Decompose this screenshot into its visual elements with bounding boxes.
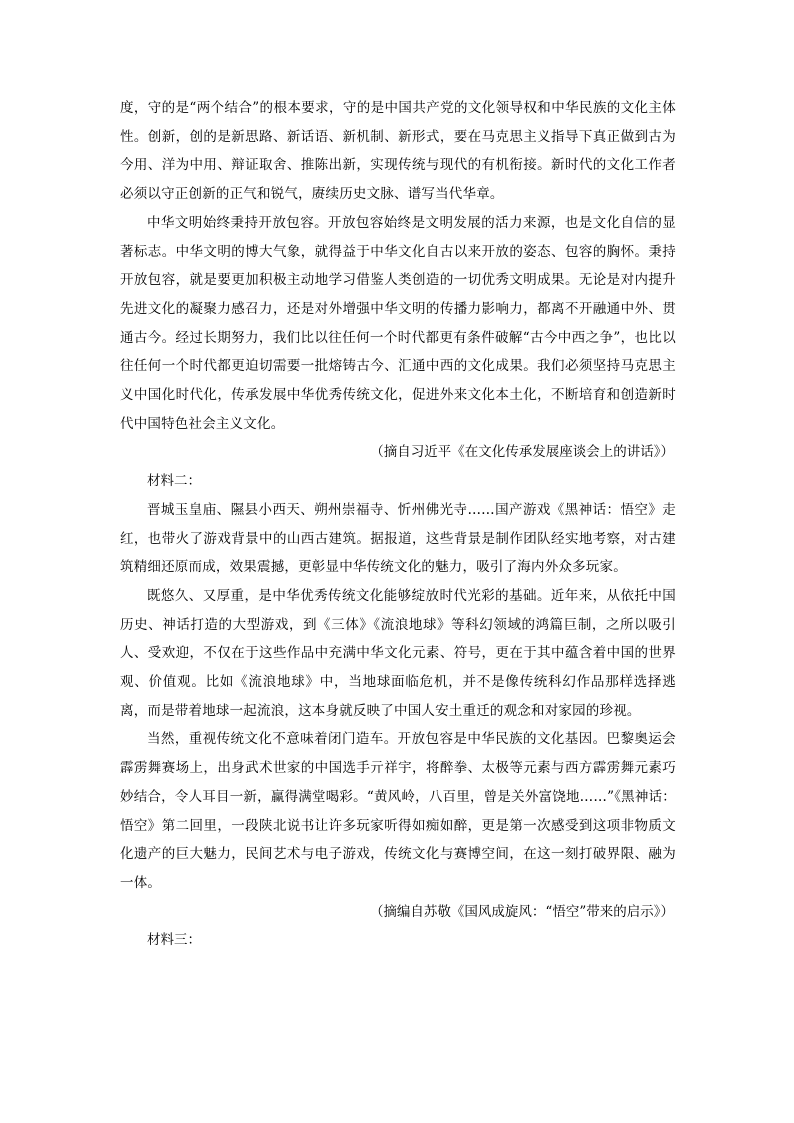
material-3-label: 材料三： xyxy=(147,932,201,949)
source-citation-1: （摘自习近平《在文化传承发展座谈会上的讲话》） xyxy=(370,444,674,461)
material-2-label: 材料二： xyxy=(147,473,201,490)
material-2-paragraph-3: 当然，重视传统文化不意味着闭门造车。开放包容是中华民族的文化基因。巴黎奥运会霹雳舞赛场上，出身武术世家的中国选手亓祥宇，将醉拳、太极等元素与西方霹雳舞元素巧妙结合，令人耳目一新，赢得满堂喝彩。“黄风岭，八百里，曾是关外富饶地……”《黑神话：悟空》第二回里，一段陕北说书让许多玩家听得如痴如醉，更是第一次感受到这项非物质文化遗产的巨大魅力，民间艺术与电子游戏，传统文化与赛博空间，在这一刻打破界限、融为一体。 xyxy=(120,731,676,891)
paragraph-continuation: 度，守的是“两个结合”的根本要求，守的是中国共产党的文化领导权和中华民族的文化主体性。创新，创的是新思路、新话语、新机制、新形式，要在马克思主义指导下真正做到古为今用、洋为中用、辩证取舍、推陈出新，实现传统与现代的有机衔接。新时代的文化工作者必须以守正创新的正气和锐气，赓续历史文脉、谱写当代华章。 xyxy=(120,100,676,203)
paragraph-openness: 中华文明始终秉持开放包容。开放包容始终是文明发展的活力来源，也是文化自信的显著标志。中华文明的博大气象，就得益于中华文化自古以来开放的姿态、包容的胸怀。秉持开放包容，就是要更加积极主动地学习借鉴人类创造的一切优秀文明成果。无论是对内提升先进文化的凝聚力感召力，还是对外增强中华文明的传播力影响力，都离不开融通中外、贯通古今。经过长期努力，我们比以往任何一个时代都更有条件破解“古今中西之争”，也比以往任何一个时代都更迫切需要一批熔铸古今、汇通中西的文化成果。我们必须坚持马克思主义中国化时代化，传承发展中华优秀传统文化，促进外来文化本土化，不断培育和创造新时代中国特色社会主义文化。 xyxy=(120,214,676,432)
material-2-paragraph-1: 晋城玉皇庙、隰县小西天、朔州崇福寺、忻州佛光寺……国产游戏《黑神话：悟空》走红，也带火了游戏背景中的山西古建筑。据报道，这些背景是制作团队经实地考察，对古建筑精细还原而成，效果震撼，更彰显中华传统文化的魅力，吸引了海内外众多玩家。 xyxy=(120,501,676,576)
source-citation-2: （摘编自苏敬《国风成旋风：“悟空”带来的启示》） xyxy=(369,903,674,920)
material-2-paragraph-2: 既悠久、又厚重，是中华优秀传统文化能够绽放时代光彩的基础。近年来，从依托中国历史、神话打造的大型游戏，到《三体》《流浪地球》等科幻领域的鸿篇巨制，之所以吸引人、受欢迎，不仅在于这些作品中充满中华文化元素、符号，更在于其中蕴含着中国的世界观、价值观。比如《流浪地球》中，当地球面临危机，并不是像传统科幻作品那样选择逃离，而是带着地球一起流浪，这本身就反映了中国人安土重迁的观念和对家园的珍视。 xyxy=(120,587,676,719)
